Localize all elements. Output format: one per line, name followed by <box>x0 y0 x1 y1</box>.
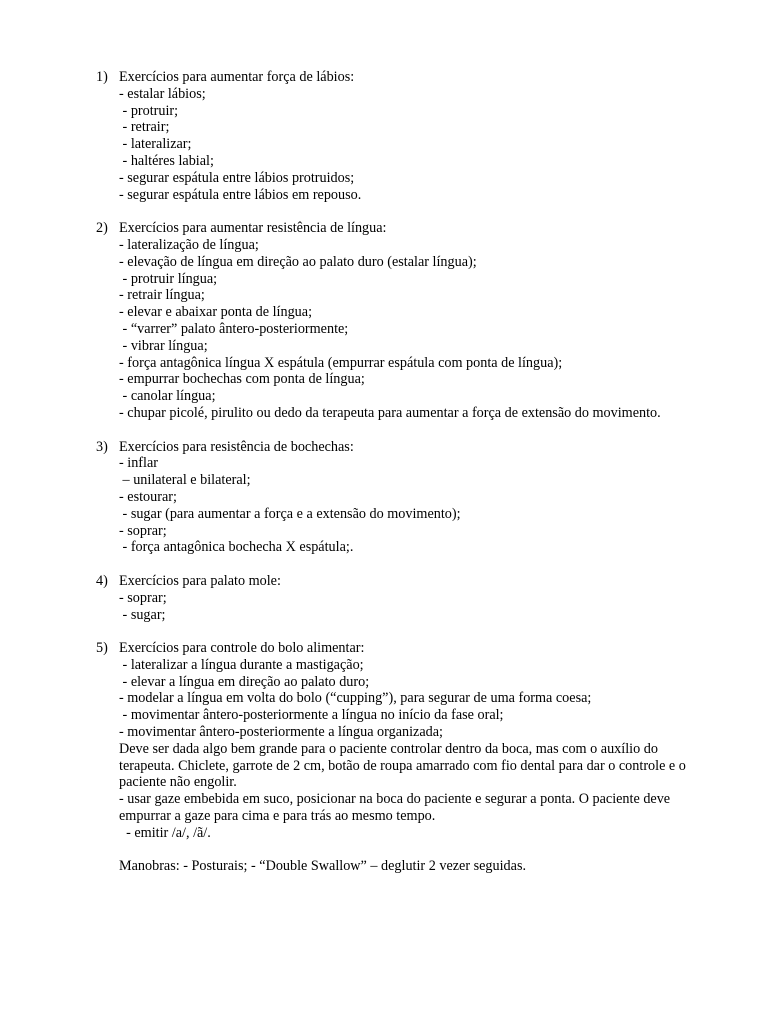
section-number: 1) <box>96 69 108 85</box>
list-item: - força antagônica língua X espátula (empurrar espátula com ponta de língua); <box>119 354 563 371</box>
list-item: - força antagônica bochecha X espátula;. <box>119 539 354 556</box>
list-item: - protruir; <box>119 102 179 119</box>
list-item: - soprar; <box>119 589 167 606</box>
document-content <box>96 69 696 875</box>
section-heading <box>96 640 696 657</box>
section-bolus-control-exercises <box>96 640 696 842</box>
list-item: - chupar picolé, pirulito ou dedo da terapeuta para aumentar a força de extensão do movimento. <box>119 404 661 421</box>
list-item: - lateralizar; <box>119 136 192 153</box>
list-item: - sugar; <box>119 606 166 623</box>
list-item: - vibrar língua; <box>119 337 208 354</box>
list-item: - “varrer” palato ântero-posteriormente; <box>119 320 349 337</box>
list-item: - usar gaze embebida em suco, posicionar na boca do paciente e segurar a ponta. O paciente deve empurrar a gaze para cima e para trás ao mesmo tempo. <box>119 791 671 825</box>
list-item: - elevar a língua em direção ao palato duro; <box>119 673 370 690</box>
section-number: 2) <box>96 220 108 237</box>
list-item: - haltéres labial; <box>119 152 214 169</box>
maneuvers-note: Manobras: - Posturais; - “Double Swallow” – deglutir 2 vezer seguidas. <box>119 858 527 875</box>
list-item: - retrair língua; <box>119 287 205 304</box>
section-heading <box>96 439 696 456</box>
section-tongue-exercises <box>96 220 696 422</box>
list-item: - estalar lábios; <box>119 85 206 102</box>
list-item: - sugar (para aumentar a força e a extensão do movimento); <box>119 505 461 522</box>
list-item: - lateralizar a língua durante a mastigação; <box>119 656 364 673</box>
section-number: 4) <box>96 572 108 589</box>
list-item: - segurar espátula entre lábios protruidos; <box>119 169 355 186</box>
section-heading <box>96 69 696 86</box>
list-item: - soprar; <box>119 522 167 539</box>
section-soft-palate-exercises <box>96 573 696 623</box>
list-item: - emitir /a/, /ã/. <box>119 824 211 841</box>
list-item: - elevar e abaixar ponta de língua; <box>119 304 313 321</box>
section-cheek-exercises <box>96 439 696 557</box>
section-lip-exercises <box>96 69 696 203</box>
list-item: - lateralização de língua; <box>119 236 259 253</box>
paragraph: Deve ser dada algo bem grande para o paciente controlar dentro da boca, mas com o auxílio do terapeuta. Chiclete, garrote de 2 cm, botão de roupa amarrado com fio dental para dar o controle e o paciente não engolir. <box>119 740 686 791</box>
list-item: - empurrar bochechas com ponta de língua; <box>119 371 365 388</box>
list-item: - retrair; <box>119 119 170 136</box>
section-title: Exercícios para controle do bolo alimentar: <box>119 640 365 657</box>
list-item: - canolar língua; <box>119 388 216 405</box>
list-item: - inflar <box>119 455 158 472</box>
section-title: Exercícios para resistência de bochechas: <box>119 438 354 455</box>
list-item: - protruir língua; <box>119 270 218 287</box>
section-title: Exercícios para palato mole: <box>119 572 281 589</box>
section-number: 3) <box>96 438 108 455</box>
list-item: - estourar; <box>119 488 177 505</box>
section-heading <box>96 220 696 237</box>
list-item: - modelar a língua em volta do bolo (“cupping”), para segurar de uma forma coesa; <box>119 690 592 707</box>
list-item: - elevação de língua em direção ao palato duro (estalar língua); <box>119 253 477 270</box>
list-item: – unilateral e bilateral; <box>119 472 251 489</box>
section-heading <box>96 573 696 590</box>
list-item: - movimentar ântero-posteriormente a língua organizada; <box>119 724 443 741</box>
list-item: - segurar espátula entre lábios em repouso. <box>119 186 362 203</box>
list-item: - movimentar ântero-posteriormente a língua no início da fase oral; <box>119 707 504 724</box>
section-title: Exercícios para aumentar resistência de língua: <box>119 220 387 237</box>
section-title: Exercícios para aumentar força de lábios: <box>119 69 355 85</box>
section-number: 5) <box>96 640 108 657</box>
